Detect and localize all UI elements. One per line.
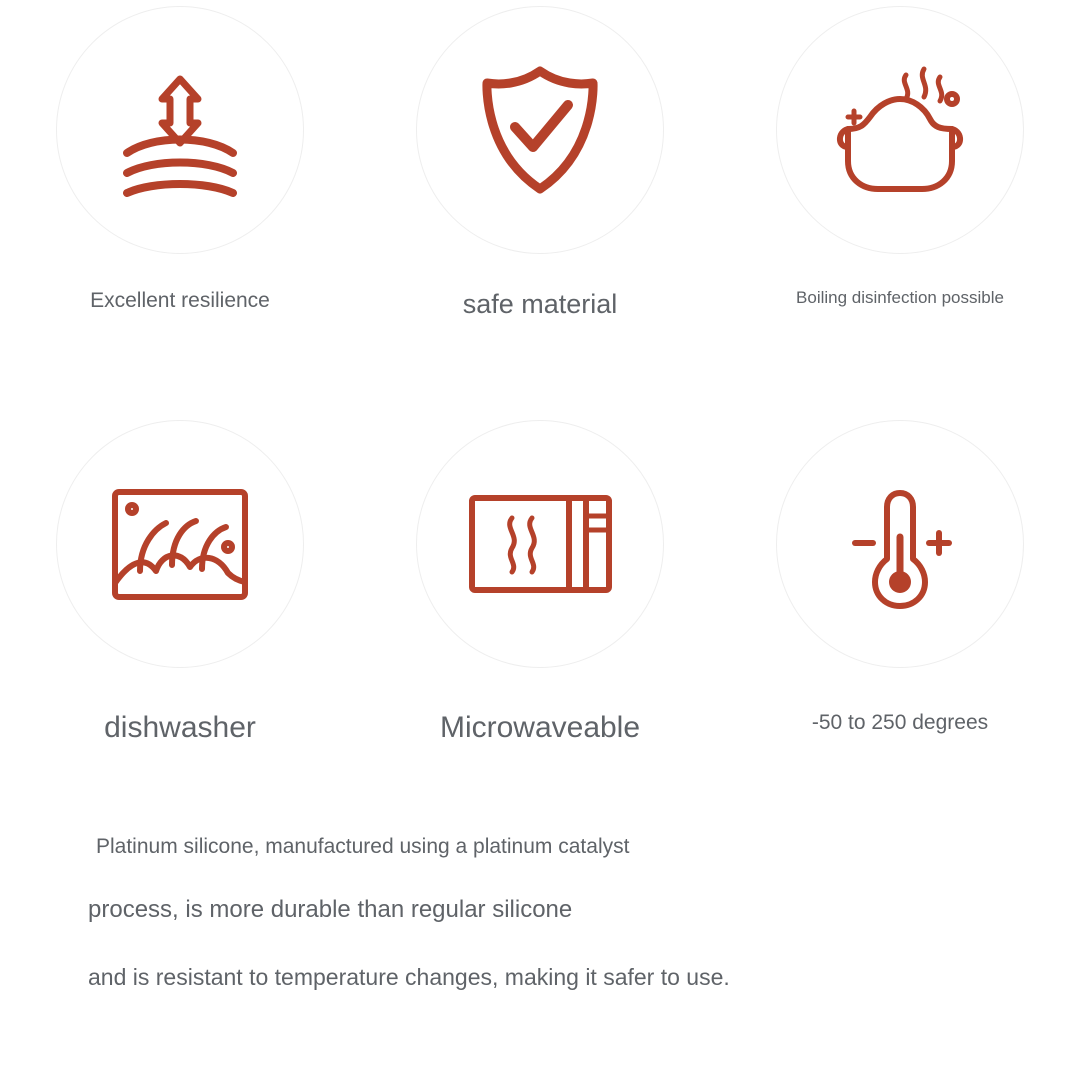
feature-item-dishwasher: [0, 392, 360, 752]
feature-label: Boiling disinfection possible: [796, 288, 1004, 307]
feature-item-boiling: [720, 0, 1080, 392]
resilience-icon: [105, 55, 255, 205]
feature-label: Excellent resilience: [90, 289, 270, 312]
feature-item-safe-material: [360, 0, 720, 392]
description-line-3: and is resistant to temperature changes, making it safer to use.: [88, 964, 730, 990]
feature-label: Microwaveable: [439, 711, 641, 744]
icon-circle: [56, 6, 304, 254]
icon-circle: [776, 6, 1024, 254]
boiling-pot-icon: [820, 55, 980, 205]
description-line-2: process, is more durable than regular silicone: [88, 896, 573, 923]
microwave-icon: [468, 494, 613, 594]
feature-item-microwave: [360, 392, 720, 752]
feature-label: -50 to 250 degrees: [811, 711, 989, 734]
icon-circle: [776, 420, 1024, 668]
feature-item-resilience: [0, 0, 360, 392]
shield-check-icon: [465, 55, 615, 205]
icon-circle: [416, 420, 664, 668]
icon-circle: [416, 6, 664, 254]
description-line-1: Platinum silicone, manufactured using a platinum catalyst: [96, 835, 630, 858]
feature-label: safe material: [462, 289, 618, 319]
dishwasher-icon: [110, 487, 250, 602]
thermometer-icon: [835, 479, 965, 609]
feature-label: dishwasher: [104, 711, 256, 744]
feature-item-temperature: [720, 392, 1080, 752]
icon-circle: [56, 420, 304, 668]
description-block: [88, 836, 1008, 989]
